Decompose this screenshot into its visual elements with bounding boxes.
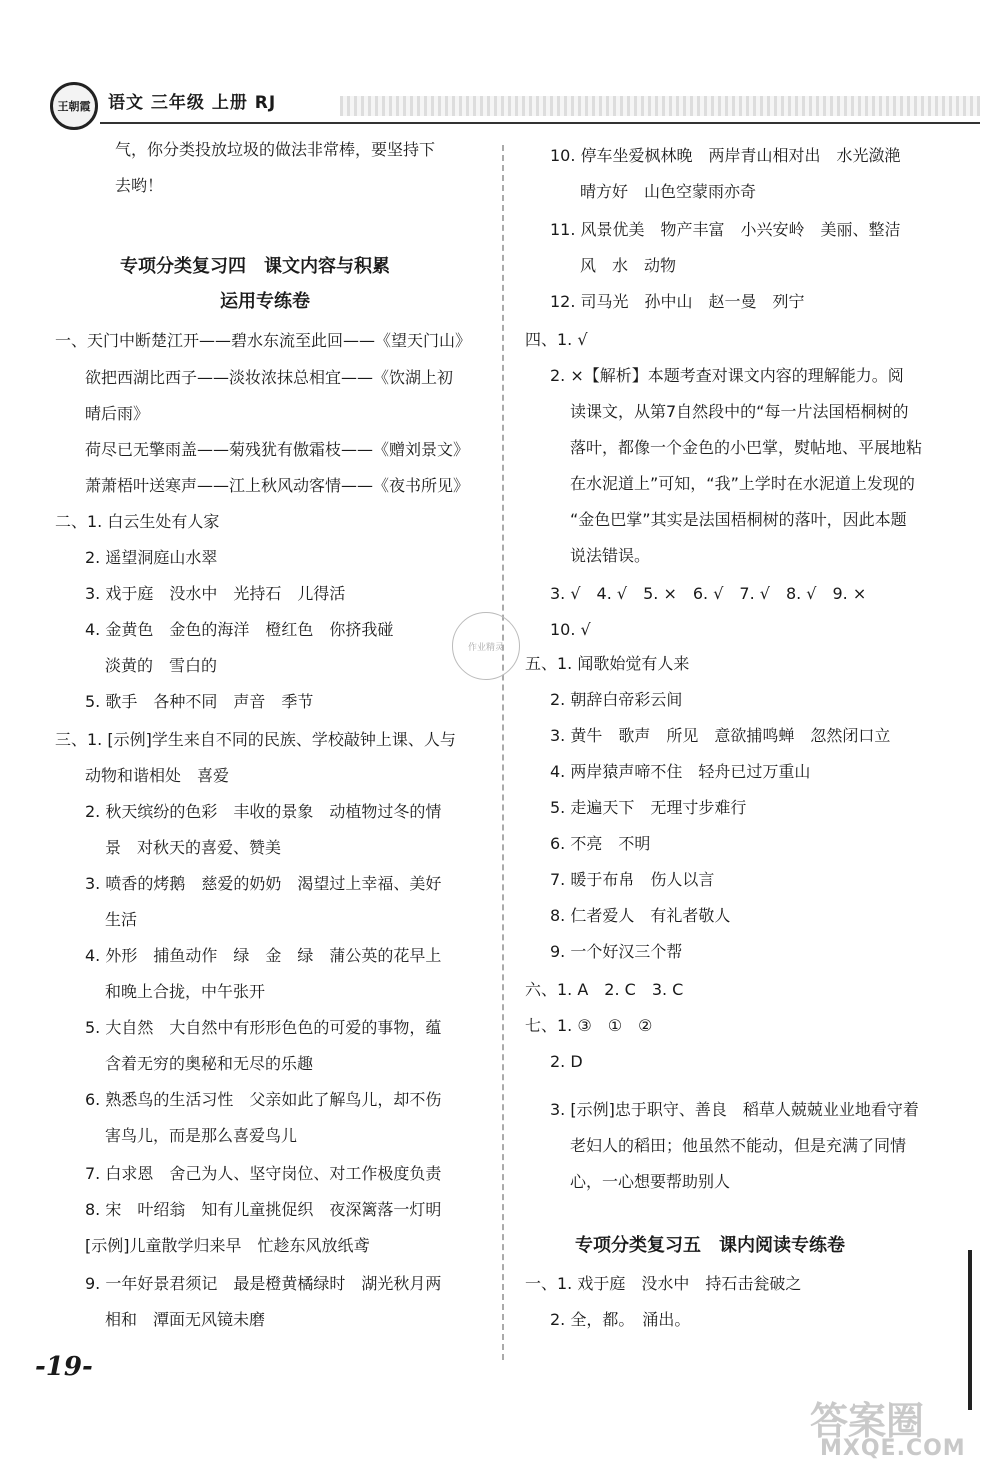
answer-line: 2. 朝辞白帝彩云间	[550, 690, 683, 709]
answer-line: 10. √	[550, 620, 591, 639]
answer-line: 心，一心想要帮助别人	[570, 1172, 731, 1191]
answer-line: 景 对秋天的喜爱、赞美	[105, 838, 282, 857]
section-heading: 运用专练卷	[220, 291, 310, 312]
answer-line: 9. 一年好景君须记 最是橙黄橘绿时 湖光秋月两	[85, 1274, 442, 1293]
answer-line: 7. 白求恩 舍己为人、坚守岗位、对工作极度负责	[85, 1164, 442, 1183]
answer-line: 五、1. 闻歌始觉有人来	[525, 654, 690, 673]
page-header	[40, 78, 980, 128]
page-number: -19-	[35, 1352, 93, 1382]
answer-line: 2. ×【解析】本题考查对课文内容的理解能力。阅	[550, 366, 904, 385]
book-title: 语文 三年级 上册 RJ	[108, 93, 277, 113]
answer-line: 2. 全，都。 涌出。	[550, 1310, 691, 1329]
answer-line: 3. 黄牛 歌声 所见 意欲捕鸣蝉 忽然闭口立	[550, 726, 891, 745]
section-heading: 专项分类复习四 课文内容与积累	[120, 256, 390, 277]
column-divider	[502, 145, 504, 1360]
watermark-logo: 答案圈	[810, 1399, 925, 1443]
answer-line: 淡黄的 雪白的	[105, 656, 218, 675]
answer-line: 欲把西湖比西子——淡妆浓抹总相宜——《饮湖上初	[85, 368, 454, 387]
answer-line: 去哟！	[115, 176, 164, 195]
answer-line: 2. D	[550, 1052, 583, 1071]
answer-line: 一、1. 戏于庭 没水中 持石击瓮破之	[525, 1274, 802, 1293]
answer-line: 荷尽已无擎雨盖——菊残犹有傲霜枝——《赠刘景文》	[85, 440, 470, 459]
answer-line: 7. 暖于布帛 伤人以言	[550, 870, 715, 889]
answer-line: 害鸟儿，而是那么喜爱鸟儿	[105, 1126, 298, 1145]
answer-line: 六、1. A 2. C 3. C	[525, 980, 684, 999]
answer-line: 2. 秋天缤纷的色彩 丰收的景象 动植物过冬的情	[85, 802, 442, 821]
answer-line: 三、1. [示例]学生来自不同的民族、学校敲钟上课、人与	[55, 730, 456, 749]
answer-line: 4. 外形 捕鱼动作 绿 金 绿 蒲公英的花早上	[85, 946, 442, 965]
answer-line: 相和 潭面无风镜未磨	[105, 1310, 266, 1329]
answer-line: 萧萧梧叶送寒声——江上秋风动客情——《夜书所见》	[85, 476, 470, 495]
answer-line: 6. 熟悉鸟的生活习性 父亲如此了解鸟儿，却不伤	[85, 1090, 442, 1109]
answer-line: 3. √ 4. √ 5. × 6. √ 7. √ 8. √ 9. ×	[550, 584, 867, 603]
edge-bar	[968, 1250, 972, 1410]
answer-line: 晴后雨》	[85, 404, 150, 423]
answer-line: 3. 喷香的烤鹅 慈爱的奶奶 渴望过上幸福、美好	[85, 874, 442, 893]
answer-line: [示例]儿童散学归来早 忙趁东风放纸鸢	[85, 1236, 370, 1255]
answer-line: 说法错误。	[570, 546, 651, 565]
answer-line: 二、1. 白云生处有人家	[55, 512, 220, 531]
header-decor-band	[340, 96, 980, 116]
answer-line: 一、天门中断楚江开——碧水东流至此回——《望天门山》	[55, 331, 472, 350]
answer-line: 10. 停车坐爱枫林晚 两岸青山相对出 水光潋滟	[550, 146, 901, 165]
section-heading: 专项分类复习五 课内阅读专练卷	[575, 1235, 845, 1256]
answer-line: 3. [示例]忠于职守、善良 稻草人兢兢业业地看守着	[550, 1100, 919, 1119]
answer-line: 气，你分类投放垃圾的做法非常棒，要坚持下	[115, 140, 436, 159]
answer-line: 老妇人的稻田；他虽然不能动，但是充满了同情	[570, 1136, 907, 1155]
answer-line: 在水泥道上”可知，“我”上学时在水泥道上发现的	[570, 474, 915, 493]
answer-line: 四、1. √	[525, 330, 588, 349]
answer-line: 5. 大自然 大自然中有形形色色的可爱的事物，蕴	[85, 1018, 442, 1037]
answer-line: 读课文，从第7自然段中的“每一片法国梧桐树的	[570, 402, 909, 421]
answer-line: 4. 金黄色 金色的海洋 橙红色 你挤我碰	[85, 620, 394, 639]
header-rule	[100, 122, 980, 124]
answer-line: “金色巴掌”其实是法国梧桐树的落叶，因此本题	[570, 510, 907, 529]
answer-line: 4. 两岸猿声啼不住 轻舟已过万重山	[550, 762, 811, 781]
answer-line: 含着无穷的奥秘和无尽的乐趣	[105, 1054, 314, 1073]
answer-line: 11. 风景优美 物产丰富 小兴安岭 美丽、整洁	[550, 220, 901, 239]
answer-line: 动物和谐相处 喜爱	[85, 766, 230, 785]
answer-line: 12. 司马光 孙中山 赵一曼 列宁	[550, 292, 805, 311]
stamp: 作业精灵	[452, 612, 520, 680]
watermark-url: MXQE.COM	[820, 1436, 966, 1461]
answer-line: 9. 一个好汉三个帮	[550, 942, 683, 961]
answer-line: 5. 走遍天下 无理寸步难行	[550, 798, 747, 817]
publisher-logo: 王朝霞	[50, 82, 98, 130]
answer-line: 晴方好 山色空蒙雨亦奇	[580, 182, 757, 201]
answer-line: 落叶，都像一个金色的小巴掌，熨帖地、平展地粘	[570, 438, 923, 457]
answer-line: 七、1. ③ ① ②	[525, 1016, 653, 1035]
answer-line: 2. 遥望洞庭山水翠	[85, 548, 218, 567]
answer-line: 6. 不亮 不明	[550, 834, 651, 853]
answer-line: 风 水 动物	[580, 256, 677, 275]
answer-line: 3. 戏于庭 没水中 光持石 儿得活	[85, 584, 346, 603]
answer-line: 生活	[105, 910, 138, 929]
answer-line: 5. 歌手 各种不同 声音 季节	[85, 692, 314, 711]
answer-line: 8. 宋 叶绍翁 知有儿童挑促织 夜深篱落一灯明	[85, 1200, 442, 1219]
answer-line: 8. 仁者爱人 有礼者敬人	[550, 906, 731, 925]
answer-line: 和晚上合拢，中午张开	[105, 982, 266, 1001]
